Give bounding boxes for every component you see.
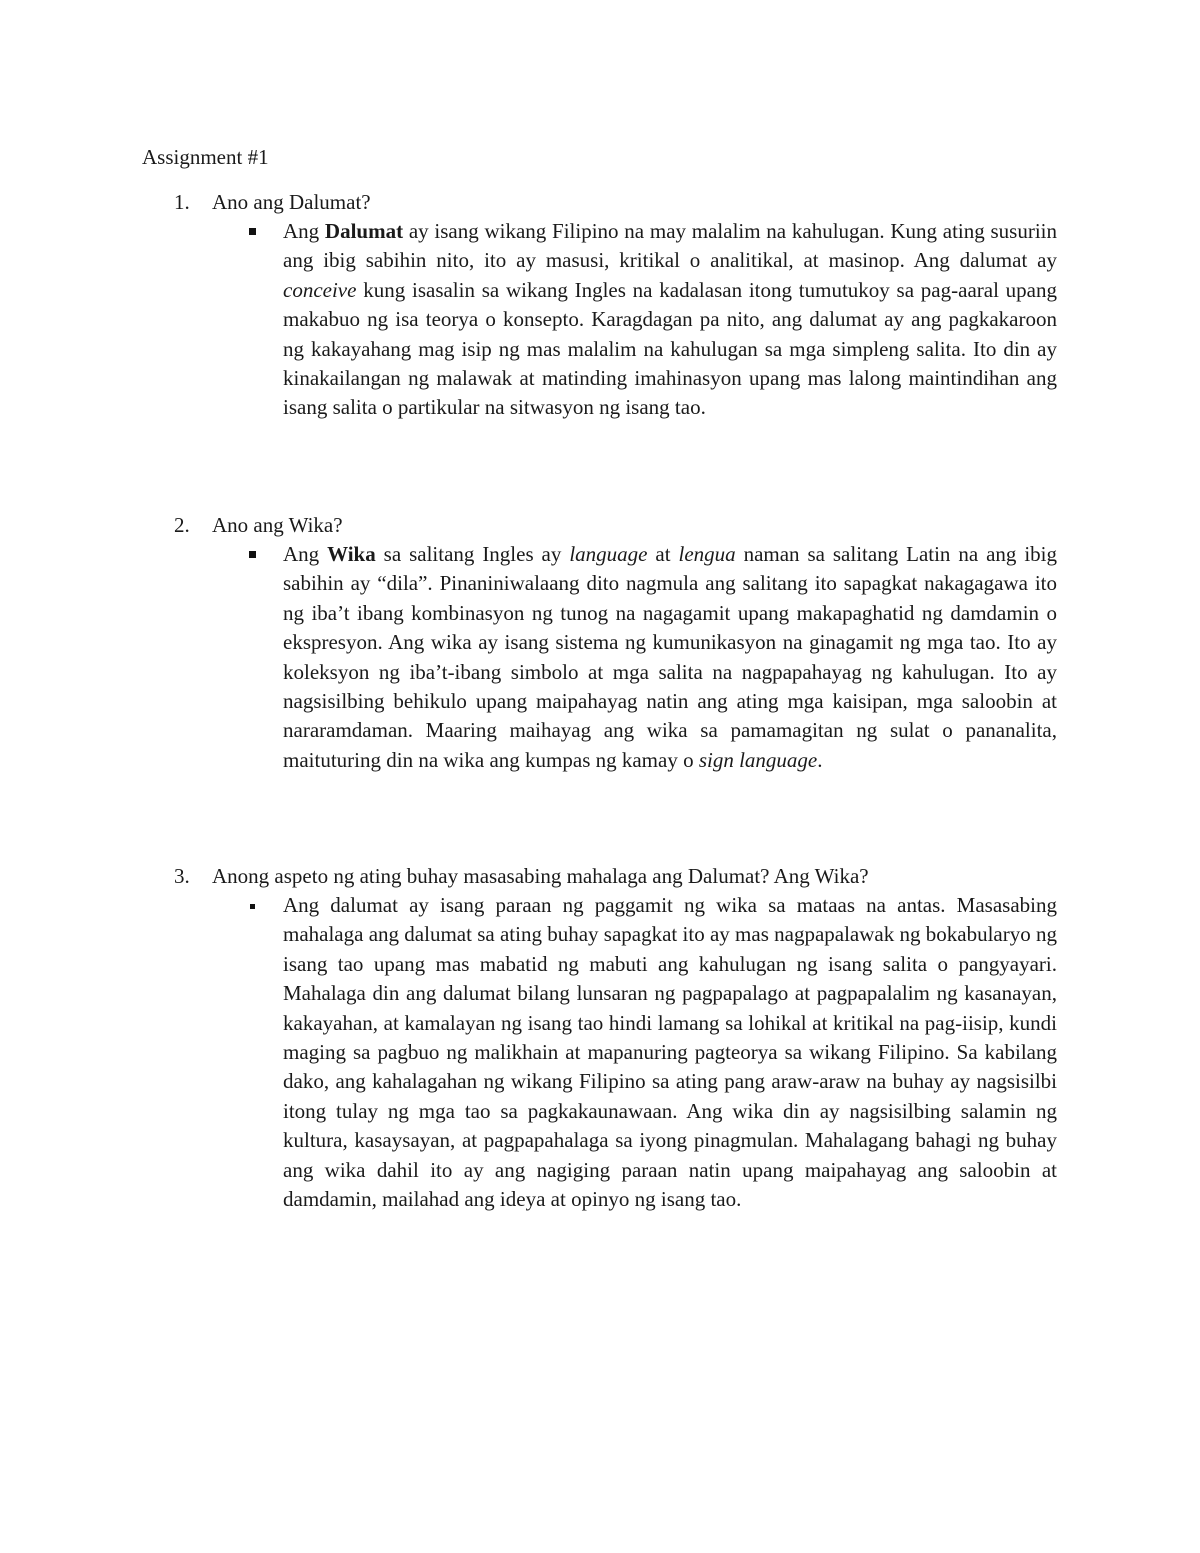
assignment-title: Assignment #1 xyxy=(142,145,269,169)
question-text: Anong aspeto ng ating buhay masasabing mahalaga ang Dalumat? Ang Wika? xyxy=(212,864,869,888)
question-number: 1. xyxy=(174,190,190,214)
answer-text: naman sa salitang Latin na ang ibig sabihin ay “dila”. Pinaniniwalaang dito nagmula ang salitang ito sapagkat nakagagawa ito ng iba’t ibang kombinasyon ng tunog na nagagamit upang makapaghatid ng damdamin o ekspresyon. Ang wika ay isang sistema ng kumunikasyon na ginagamit ng mga tao. Ito ay koleksyon ng iba’t-ibang simbolo at mga salita na nagpapahayag ng kahulugan. Ito ay nagsisilbing behikulo upang maipahayag natin ang ating mga kaisipan, mga saloobin at nararamdaman. Maaring maihayag ang wika sa pamamagitan ng sulat o pananalita, maituturing din na wika ang kumpas ng kamay o xyxy=(283,542,1058,772)
question-1-heading xyxy=(174,188,1074,217)
answer-text: at xyxy=(647,542,679,566)
italic-term: lengua xyxy=(678,542,736,566)
question-number: 3. xyxy=(174,864,190,888)
question-number: 2. xyxy=(174,513,190,537)
answer-1 xyxy=(283,217,1057,423)
question-1 xyxy=(174,188,1074,423)
answer-3-paragraph: Ang dalumat ay isang paraan ng paggamit ng wika sa mataas na antas. Masasabing mahalaga ang dalumat sa ating buhay sapagkat ito ay mas nagpapalawak ng bokabularyo ng isang tao upang mas mabatid ng mabuti ang kahulugan ng isang salita o pangyayari. Mahalaga din ang dalumat bilang lunsaran ng pagpapalago at pagpapalalim ng kasanayan, kakayahan, at kamalayan ng isang tao hindi lamang sa lohikal at kritikal na pag-iisip, kundi maging sa pagbuo ng malikhain at mapanuring pagteorya sa wikang Filipino. Sa kabilang dako, ang kahalagahan ng wikang Filipino sa ating pang araw-araw na buhay ay nagsisilbi itong tulay ng mga tao sa pagkakaunawaan. Ang wika din ay nagsisilbing salamin ng kultura, kasaysayan, at pagpapahalaga sa iyong pinagmulan. Mahalagang bahagi ng buhay ang wika dahil ito ay ang nagiging paraan natin upang maipahayag ang saloobin at damdamin, mailahad ang ideya at opinyo ng isang tao. xyxy=(283,893,1057,1212)
answer-2-paragraph xyxy=(283,540,1057,775)
answer-text: Ang xyxy=(283,219,325,243)
bold-term: Dalumat xyxy=(324,219,404,243)
answer-text: sa salitang Ingles ay xyxy=(375,542,570,566)
answer-3 xyxy=(283,891,1057,1214)
question-text: Ano ang Dalumat? xyxy=(212,190,371,214)
square-bullet-icon xyxy=(249,551,256,558)
answer-text: . xyxy=(817,747,823,772)
answer-text: ay isang wikang Filipino na may malalim na kahulugan. Kung ating susuriin ang ibig sabihin nito, ito ay masusi, kritikal o analitikal, at masinop. Ang dalumat ay xyxy=(283,219,1057,273)
italic-term: language xyxy=(569,542,648,566)
answer-1-paragraph xyxy=(283,217,1057,423)
question-3 xyxy=(174,862,1074,1214)
question-3-heading xyxy=(174,862,1074,891)
square-bullet-icon xyxy=(249,228,256,235)
question-text: Ano ang Wika? xyxy=(212,513,343,537)
italic-term: sign language xyxy=(698,747,818,772)
question-2-heading xyxy=(174,511,1074,540)
bold-term: Wika xyxy=(327,542,376,566)
square-bullet-icon xyxy=(250,904,255,909)
italic-term: conceive xyxy=(283,277,357,302)
answer-text: Ang xyxy=(283,542,328,566)
question-2 xyxy=(174,511,1074,775)
answer-2 xyxy=(283,540,1057,775)
answer-text: kung isasalin sa wikang Ingles na kadalasan itong tumutukoy sa pag-aaral upang makabuo ng isa teorya o konsepto. Karagdagan pa nito, ang dalumat ay ang pagkakaroon ng kakayahang mag isip ng mas malalim na kahulugan sa mga simpleng salita. Ito din ay kinakailangan ng malawak at matinding imahinasyon upang mas lalong maintindihan ang isang salita o partikular na sitwasyon ng isang tao. xyxy=(283,277,1057,420)
